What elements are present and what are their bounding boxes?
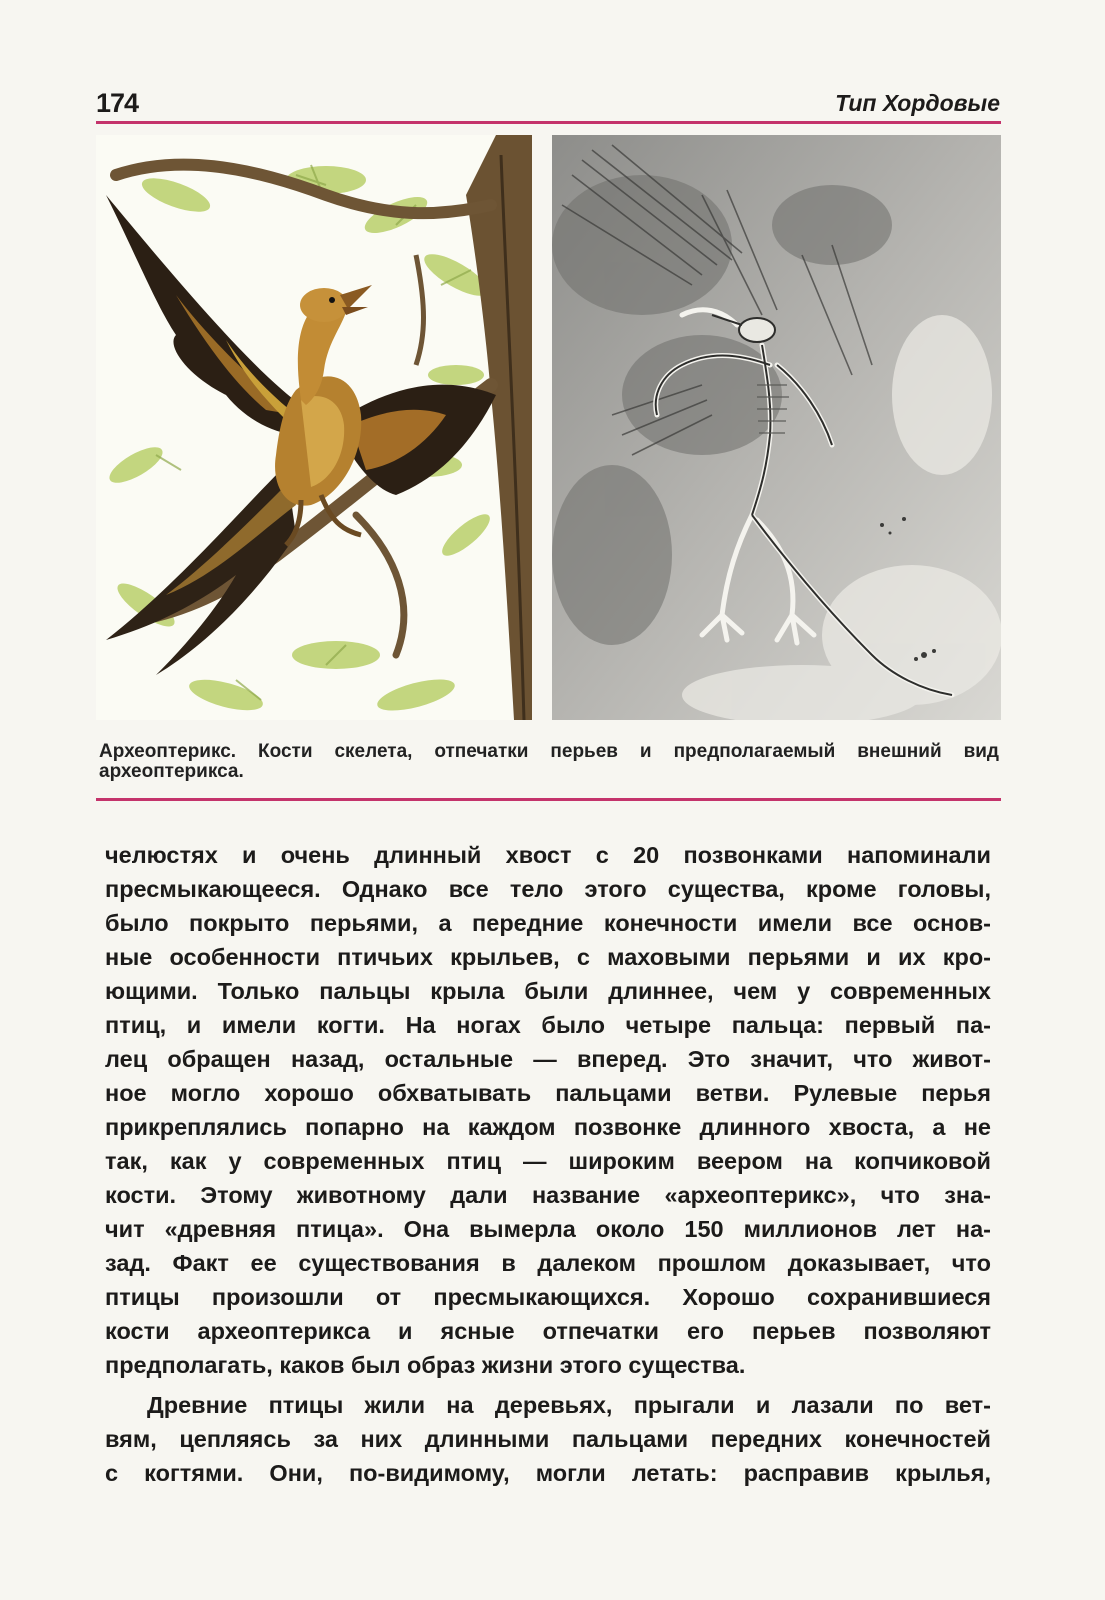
archaeopteryx-fossil-photo [552,135,1001,720]
running-title: Тип Хордовые [835,90,1000,116]
text-line: челюстях и очень длинный хвост с 20 позвонками напоминали [105,842,991,868]
text-line: птицы произошли от пресмыкающихся. Хорошо сохранившиеся [105,1284,991,1310]
body-text [105,838,991,1490]
text-line: ющими. Только пальцы крыла были длиннее, чем у современных [105,978,991,1004]
page-number: 174 [96,88,139,118]
text-line: ное могло хорошо обхватывать пальцами ветви. Рулевые перья [105,1080,991,1106]
text-line: пресмыкающееся. Однако все тело этого существа, кроме головы, [105,876,991,902]
text-line: кости. Этому животному дали название «археоптерикс», что зна- [105,1182,991,1208]
text-line: так, как у современных птиц — широким веером на копчиковой [105,1148,991,1174]
figure-caption: Археоптерикс. Кости скелета, отпечатки перьев и предполагаемый внешний вид археоптерикса. [99,741,999,782]
archaeopteryx-reconstruction-illustration [96,135,532,720]
text-line: Древние птицы жили на деревьях, прыгали и лазали по вет- [147,1392,991,1418]
text-line: чит «древняя птица». Она вымерла около 150 миллионов лет на- [105,1216,991,1242]
figure [96,135,1001,720]
text-line: ные особенности птичьих крыльев, с маховыми перьями и их кро- [105,944,991,970]
text-line: прикреплялись попарно на каждом позвонке длинного хвоста, а не [105,1114,991,1140]
header-rule [96,121,1001,124]
text-line: предполагать, каков был образ жизни этого существа. [105,1352,746,1378]
text-line: вям, цепляясь за них длинными пальцами передних конечностей [105,1426,991,1452]
caption-rule [96,798,1001,801]
text-line: кости археоптерикса и ясные отпечатки его перьев позволяют [105,1318,991,1344]
text-line: было покрыто перьями, а передние конечности имели все основ- [105,910,991,936]
paragraph-1 [105,838,991,1382]
text-line: лец обращен назад, остальные — вперед. Это значит, что живот- [105,1046,991,1072]
paragraph-2 [105,1388,991,1490]
text-line: птиц, и имели когти. На ногах было четыре пальца: первый па- [105,1012,991,1038]
text-line: с когтями. Они, по-видимому, могли летать: расправив крылья, [105,1460,991,1486]
text-line: зад. Факт ее существования в далеком прошлом доказывает, что [105,1250,991,1276]
